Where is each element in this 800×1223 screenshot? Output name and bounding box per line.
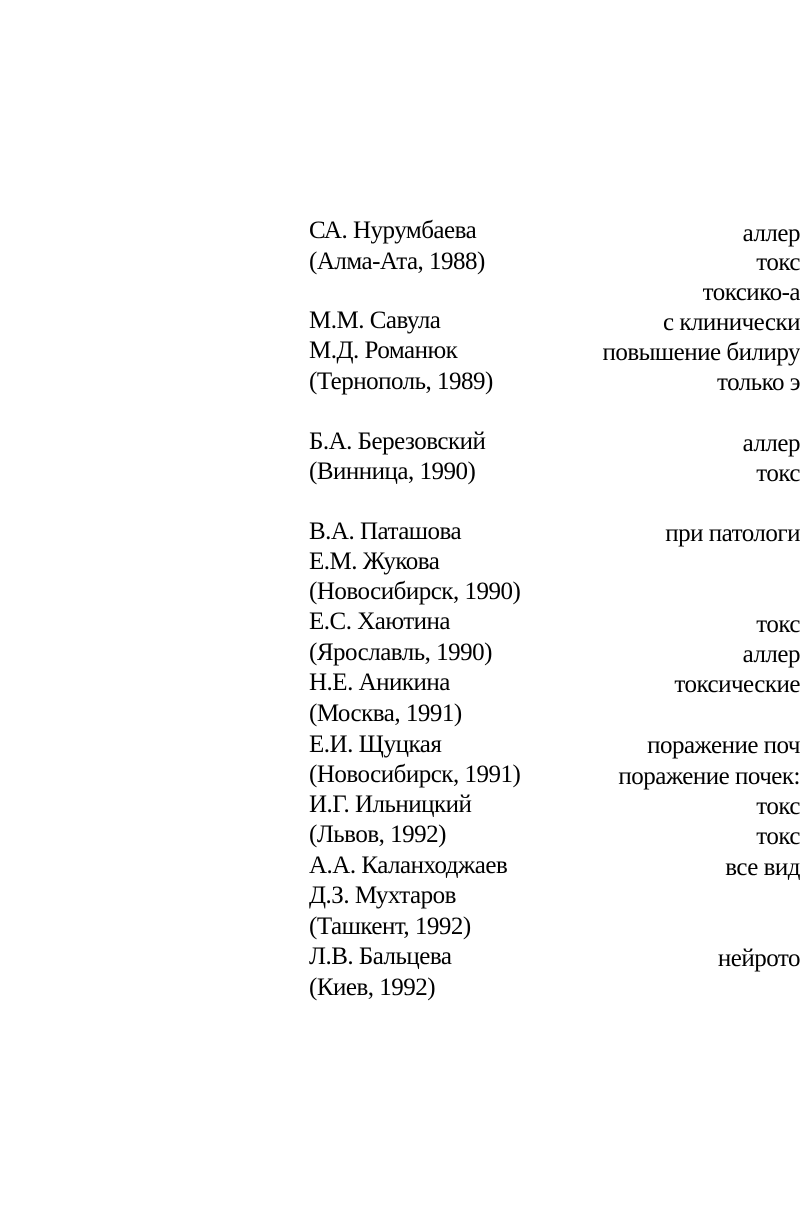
author-line: Л.В. Бальцева [309, 943, 452, 970]
author-line: (Москва, 1991) [309, 700, 462, 727]
author-line: Е.И. Щуцкая [309, 731, 442, 758]
author-line: М.М. Савула [309, 307, 441, 334]
effect-line: аллер [742, 430, 800, 457]
effect-line: токс [756, 823, 800, 850]
author-line: Е.М. Жукова [309, 548, 440, 575]
effect-line: токсические [674, 671, 800, 698]
effect-line: поражение поч [647, 732, 800, 759]
author-line: (Алма-Ата, 1988) [309, 248, 485, 275]
effect-line: токс [756, 460, 800, 487]
author-line: (Тернополь, 1989) [309, 368, 493, 395]
effect-line: токс [756, 249, 800, 276]
effect-line: аллер [742, 641, 800, 668]
effect-line: только э [717, 369, 800, 396]
effect-line: аллер [742, 220, 800, 247]
effect-line: токсико-а [702, 279, 800, 306]
author-line: (Новосибирск, 1991) [309, 761, 521, 788]
effect-line: повышение билиру [602, 339, 800, 366]
author-line: СА. Нурумбаева [309, 217, 477, 244]
author-line: (Ярославль, 1990) [309, 639, 492, 666]
author-line: (Львов, 1992) [309, 821, 446, 848]
author-line: Н.Е. Аникина [309, 669, 450, 696]
effect-line: с клинически [662, 309, 800, 336]
effect-line: при патологи [665, 520, 800, 547]
author-line: (Ташкент, 1992) [309, 913, 471, 940]
author-line: И.Г. Ильницкий [309, 791, 472, 818]
author-line: Д.З. Мухтаров [309, 882, 456, 909]
author-line: (Киев, 1992) [309, 974, 436, 1001]
author-line: А.А. Каланходжаев [309, 852, 508, 879]
effect-line: поражение почек: [618, 763, 800, 790]
author-line: (Новосибирск, 1990) [309, 578, 521, 605]
author-line: В.А. Паташова [309, 518, 462, 545]
author-line: Б.А. Березовский [309, 428, 486, 455]
effect-line: токс [756, 611, 800, 638]
author-line: Е.С. Хаютина [309, 608, 450, 635]
author-line: М.Д. Романюк [309, 337, 458, 364]
effect-line: нейрото [717, 945, 800, 972]
effect-line: токс [756, 793, 800, 820]
effect-line: все вид [725, 854, 800, 881]
author-line: (Винница, 1990) [309, 458, 476, 485]
